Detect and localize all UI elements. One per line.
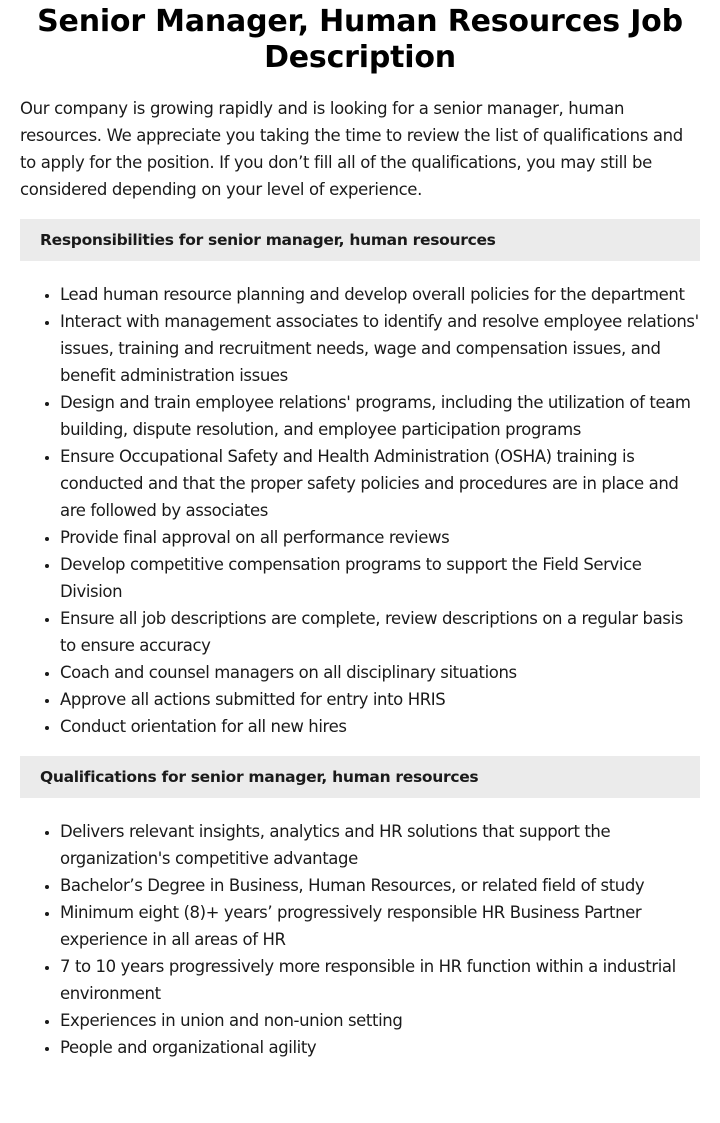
qualifications-list	[20, 818, 700, 1061]
intro-paragraph: Our company is growing rapidly and is looking for a senior manager, human resources. We appreciate you taking the time to review the list of qualifications and to apply for the position. If you don’t fill all of the qualifications, you may still be considered depending on your level of experience.	[20, 99, 683, 199]
list-item: • Conduct orientation for all new hires	[60, 713, 700, 740]
list-item: • Approve all actions submitted for entry into HRIS	[60, 686, 700, 713]
list-item: • Bachelor’s Degree in Business, Human Resources, or related field of study	[60, 872, 700, 899]
list-item: • 7 to 10 years progressively more responsible in HR function within a industrial environment	[60, 953, 700, 1007]
list-item: • Delivers relevant insights, analytics and HR solutions that support the organization's competitive advantage	[60, 818, 700, 872]
list-item: • Interact with management associates to identify and resolve employee relations' issues, training and recruitment needs, wage and compensation issues, and benefit administration issues	[60, 308, 700, 389]
list-item: • Design and train employee relations' programs, including the utilization of team building, dispute resolution, and employee participation programs	[60, 389, 700, 443]
list-item: • Ensure all job descriptions are complete, review descriptions on a regular basis to ensure accuracy	[60, 605, 700, 659]
list-item: • Ensure Occupational Safety and Health Administration (OSHA) training is conducted and that the proper safety policies and procedures are in place and are followed by associates	[60, 443, 700, 524]
responsibilities-list	[20, 281, 700, 740]
list-item: • Lead human resource planning and develop overall policies for the department	[60, 281, 700, 308]
responsibilities-heading: Responsibilities for senior manager, human resources	[20, 219, 700, 261]
list-item: • Provide final approval on all performance reviews	[60, 524, 700, 551]
list-item: • People and organizational agility	[60, 1034, 700, 1061]
list-item: • Minimum eight (8)+ years’ progressively responsible HR Business Partner experience in all areas of HR	[60, 899, 700, 953]
list-item: • Develop competitive compensation programs to support the Field Service Division	[60, 551, 700, 605]
list-item: • Coach and counsel managers on all disciplinary situations	[60, 659, 700, 686]
job-description-page	[0, 4, 720, 1061]
page-title: Senior Manager, Human Resources Job Description	[37, 4, 683, 75]
list-item: • Experiences in union and non-union setting	[60, 1007, 700, 1034]
qualifications-heading: Qualifications for senior manager, human resources	[20, 756, 700, 798]
